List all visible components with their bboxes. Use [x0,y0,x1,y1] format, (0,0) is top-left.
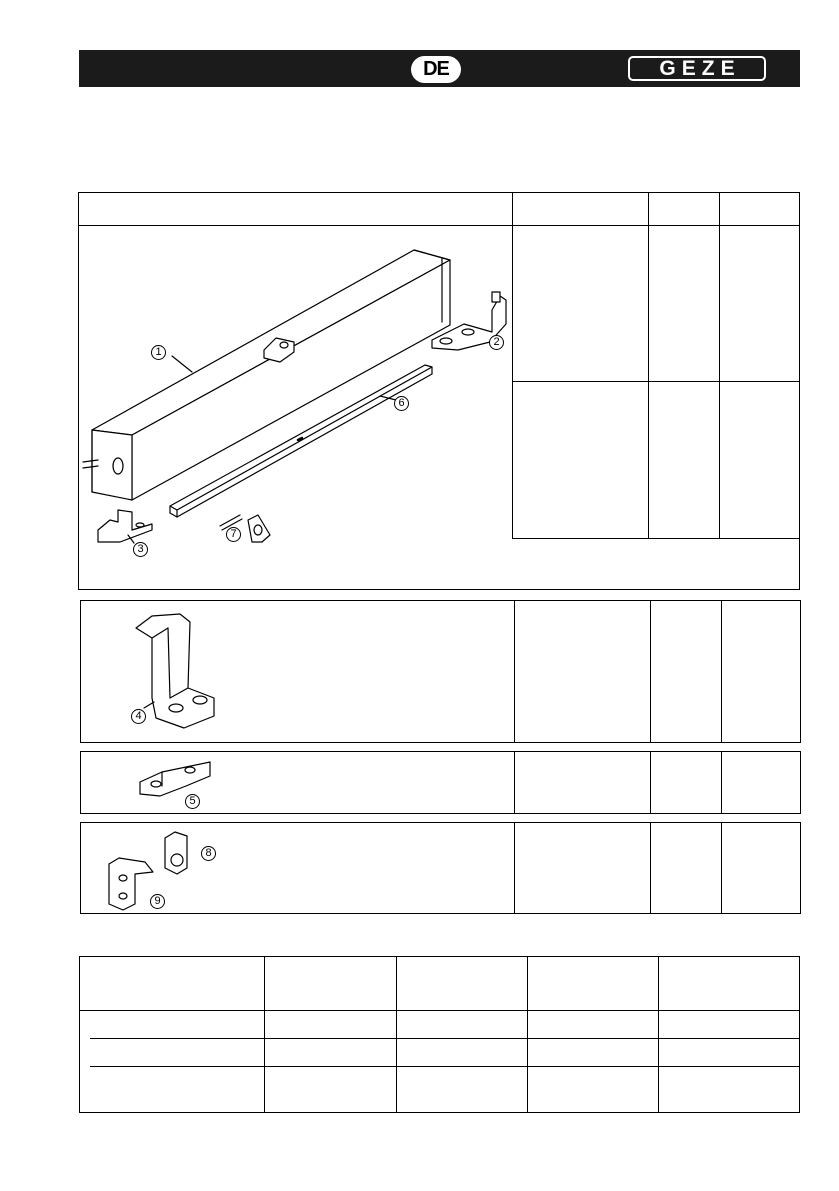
connector-icon [136,758,216,803]
row-divider [90,1038,800,1039]
column-divider [648,192,649,539]
spec-table [79,956,800,1113]
column-divider [396,956,397,1113]
geze-logo: GEZE [659,57,741,80]
row-divider [90,1066,800,1067]
row-divider [512,381,800,382]
column-divider [650,751,651,814]
column-divider [721,822,722,914]
row-divider [512,538,800,539]
callout-1: 1 [151,345,166,360]
language-badge: DE [411,56,461,83]
callout-9: 9 [150,894,165,909]
callout-2: 2 [489,335,504,350]
callout-4: 4 [131,709,146,724]
chain-drive-unit-icon [80,230,510,560]
column-divider [650,600,651,743]
column-divider [514,600,515,743]
row-divider [79,1010,800,1011]
callout-3: 3 [133,542,148,557]
column-divider [514,822,515,914]
column-divider [527,956,528,1113]
column-divider [658,956,659,1113]
column-divider [721,751,722,814]
callout-6: 6 [394,396,409,411]
column-divider [512,192,513,539]
callout-8: 8 [201,846,216,861]
column-divider [264,956,265,1113]
callout-5: 5 [185,794,200,809]
column-divider [650,822,651,914]
column-divider [514,751,515,814]
table-header-divider [78,225,800,226]
column-divider [721,600,722,743]
callout-7: 7 [226,527,241,542]
column-divider [719,192,720,539]
